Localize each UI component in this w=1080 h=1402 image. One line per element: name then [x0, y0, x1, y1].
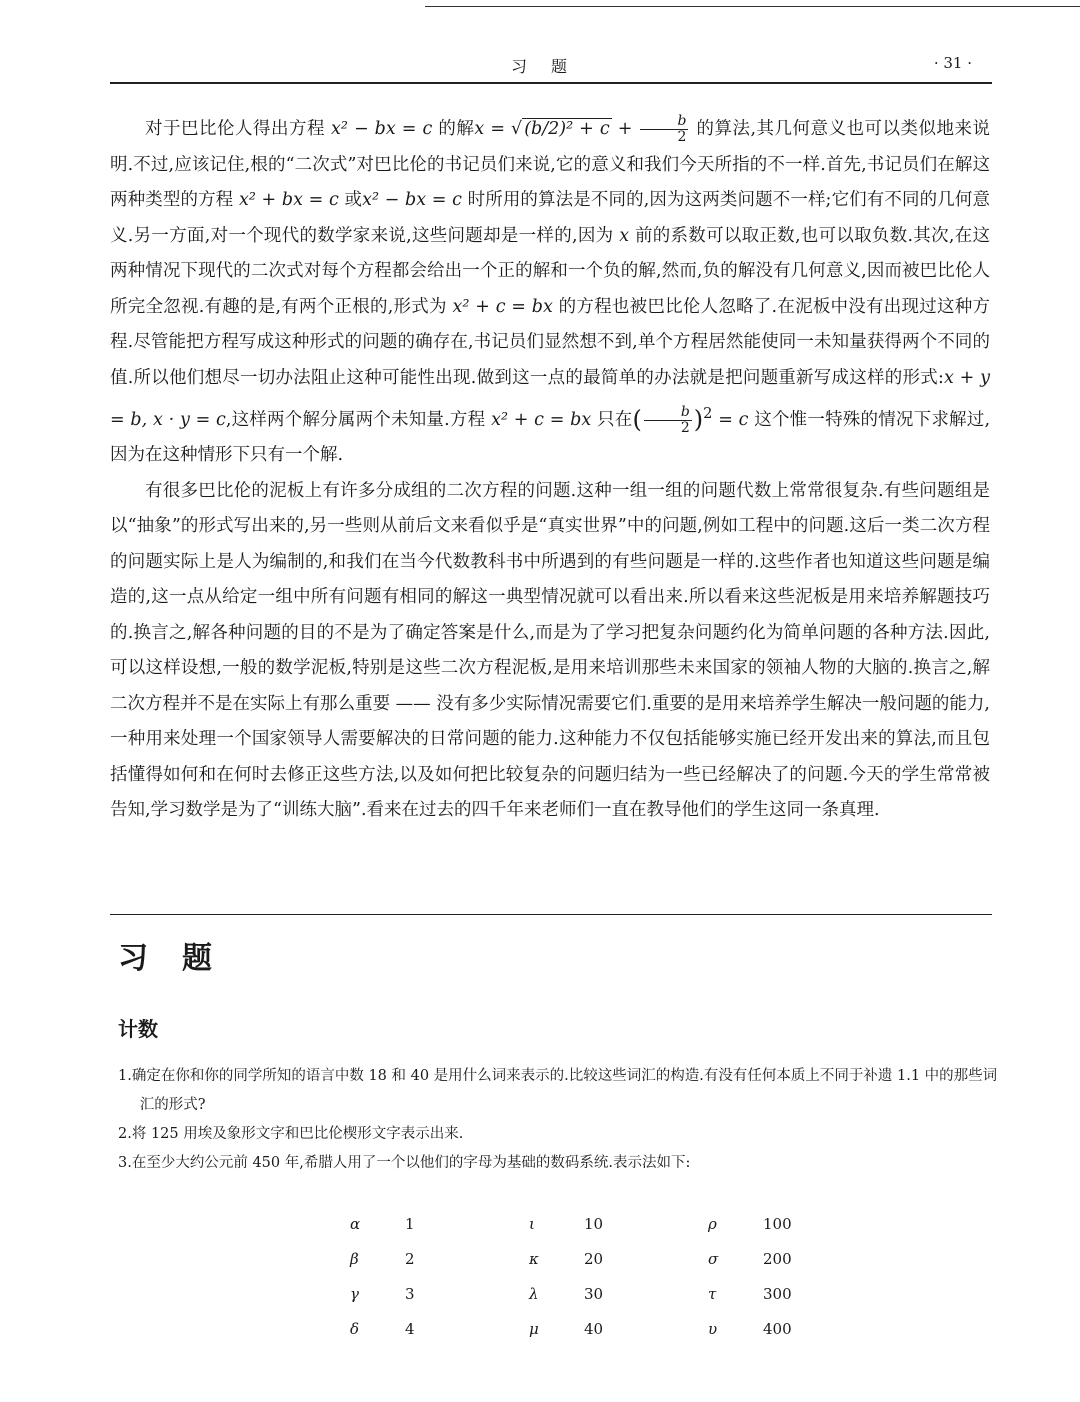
numeral-value: 40	[584, 1319, 604, 1338]
greek-numeral-table	[350, 1206, 887, 1346]
numeral-value: 4	[405, 1319, 415, 1338]
numeral-value: 200	[763, 1249, 792, 1268]
text-run: 时所用的算法是不同的,因为这两类问题不一样;它们有不同的几何意义.另一方面,对一个现代的数学家来说,这些问题却是一样的,因为	[110, 190, 990, 246]
greek-letter: γ	[350, 1284, 359, 1303]
numeral-value: 30	[584, 1284, 604, 1303]
text-run: 的方程也被巴比伦人忽略了.在泥板中没有出现过这种方程.尽管能把方程写成这种形式的问题的确存在,书记员们显然想不到,单个方程居然能使同一未知量获得两个不同的值.所以他们想尽一切办法阻止这种可能性出现.做到这一点的最简单的办法就是把问题重新写成这样的形式:	[110, 296, 990, 388]
numerator: b	[640, 114, 688, 130]
equation: = c	[712, 409, 749, 430]
text-run: 的解	[438, 119, 475, 139]
equation: x² − bx = c	[362, 190, 462, 210]
greek-letter: ρ	[708, 1214, 717, 1233]
text-run: ,这样两个解分属两个未知量.方程	[225, 409, 486, 430]
equation: x² + bx = c	[239, 190, 339, 210]
table-row	[350, 1276, 887, 1311]
greek-letter: κ	[529, 1249, 539, 1268]
greek-letter: μ	[529, 1319, 539, 1338]
section-title: 习题	[118, 941, 246, 976]
left-paren: (	[632, 405, 642, 434]
table-row	[350, 1311, 887, 1346]
section-rule	[110, 914, 992, 915]
sqrt-radicand: (b/2)² + c	[524, 119, 610, 139]
equation: x² − bx = c	[331, 119, 433, 139]
exercise-list	[118, 1062, 998, 1178]
page-header	[110, 52, 992, 84]
denominator: 2	[680, 419, 690, 436]
paragraph-1	[110, 112, 990, 474]
denominator: 2	[677, 129, 687, 145]
text-run: 只在	[597, 409, 633, 430]
greek-letter: ι	[529, 1214, 535, 1233]
right-paren: )	[693, 405, 704, 434]
numerator: b	[644, 405, 692, 421]
equation: +	[611, 119, 639, 139]
numeral-value: 400	[763, 1319, 792, 1338]
exercise-2: 2.将 125 用埃及象形文字和巴比伦楔形文字表示出来.	[118, 1126, 464, 1142]
numeral-value: 300	[763, 1284, 792, 1303]
text-run: 或	[344, 190, 363, 210]
greek-letter: β	[350, 1249, 359, 1268]
exponent: 2	[703, 405, 713, 422]
equation: x + y = b, x · y = c	[110, 367, 990, 430]
greek-letter: δ	[350, 1319, 360, 1338]
equation: x = √	[474, 119, 523, 139]
exercise-1: 1.确定在你和你的同学所知的语言中数 18 和 40 是用什么词来表示的.比较这些词汇的构造.有没有任何本质上不同于补遗 1.1 中的那些词汇的形式?	[118, 1068, 998, 1113]
greek-letter: τ	[708, 1284, 717, 1303]
greek-letter: υ	[708, 1319, 718, 1338]
numeral-value: 10	[584, 1214, 604, 1233]
paragraph-2: 有很多巴比伦的泥板上有许多分成组的二次方程的问题.这种一组一组的问题代数上常常很复杂.有些问题组是以“抽象”的形式写出来的,另一些则从前后文来看似乎是“真实世界”中的问题,例如工程中的问题.这后一类二次方程的问题实际上是人为编制的,和我们在当今代数教科书中所遇到的有些问题是一样的.这些作者也知道这些问题是编造的,这一点从给定一组中所有问题有相同的解这一典型情况就可以看出来.所以看来这些泥板是用来培养解题技巧的.换言之,解各种问题的目的不是为了确定答案是什么,而是为了学习把复杂问题约化为简单问题的各种方法.因此,可以这样设想,一般的数学泥板,特别是这些二次方程泥板,是用来培训那些未来国家的领袖人物的大脑的.换言之,解二次方程并不是在实际上有那么重要 —— 没有多少实际情况需要它们.重要的是用来培养学生解决一般问题的能力,一种用来处理一个国家领导人需要解决的日常问题的能力.这种能力不仅包括能够实施已经开发出来的算法,而且包括懂得如何和在何时去修正这些方法,以及如何把比较复杂的问题归结为一些已经解决了的问题.今天的学生常常被告知,学习数学是为了“训练大脑”.看来在过去的四千年来老师们一直在教导他们的学生这同一条真理.	[110, 480, 990, 821]
exercise-3: 3.在至少大约公元前 450 年,希腊人用了一个以他们的字母为基础的数码系统.表示法如下:	[118, 1155, 691, 1171]
greek-letter: σ	[708, 1249, 719, 1268]
text-run: 前的系数可以取正数,也可以取负数.其次,在这两种情况下现代的二次式对每个方程都会给出一个正的解和一个负的解,然而,负的解没有几何意义,因而被巴比伦人所完全忽视.有趣的是,有两个正根的,形式为	[110, 225, 990, 317]
text-run: 对于巴比伦人得出方程	[145, 119, 325, 139]
page-number: · 31 ·	[933, 54, 972, 72]
equation: x² + c = bx	[452, 296, 553, 317]
fraction-b-over-2	[644, 405, 692, 436]
fraction-b-over-2	[640, 114, 688, 145]
greek-letter: λ	[529, 1284, 539, 1303]
running-title: 习题	[510, 57, 591, 76]
body-text	[110, 112, 990, 829]
numeral-value: 1	[405, 1214, 415, 1233]
greek-letter: α	[350, 1214, 361, 1233]
numeral-value: 100	[763, 1214, 792, 1233]
table-row	[350, 1241, 887, 1276]
text-run: 这个惟一特殊的情况下求解过,因为在这种情形下只有一个解.	[110, 409, 991, 466]
text-run: 的算法,其几何意义也可以类似地来说明.不过,应该记住,根的“二次式”对巴比伦的书记员们来说,它的意义和我们今天所指的不一样.首先,书记员们在解这两种类型的方程	[110, 119, 990, 210]
variable: x	[619, 225, 630, 246]
numeral-value: 20	[584, 1249, 604, 1268]
top-rule	[425, 6, 1080, 7]
numeral-value: 2	[405, 1249, 415, 1268]
equation: x² + c = bx	[491, 409, 592, 430]
table-row	[350, 1206, 887, 1241]
subsection-title: 计数	[118, 1017, 158, 1041]
numeral-value: 3	[405, 1284, 415, 1303]
